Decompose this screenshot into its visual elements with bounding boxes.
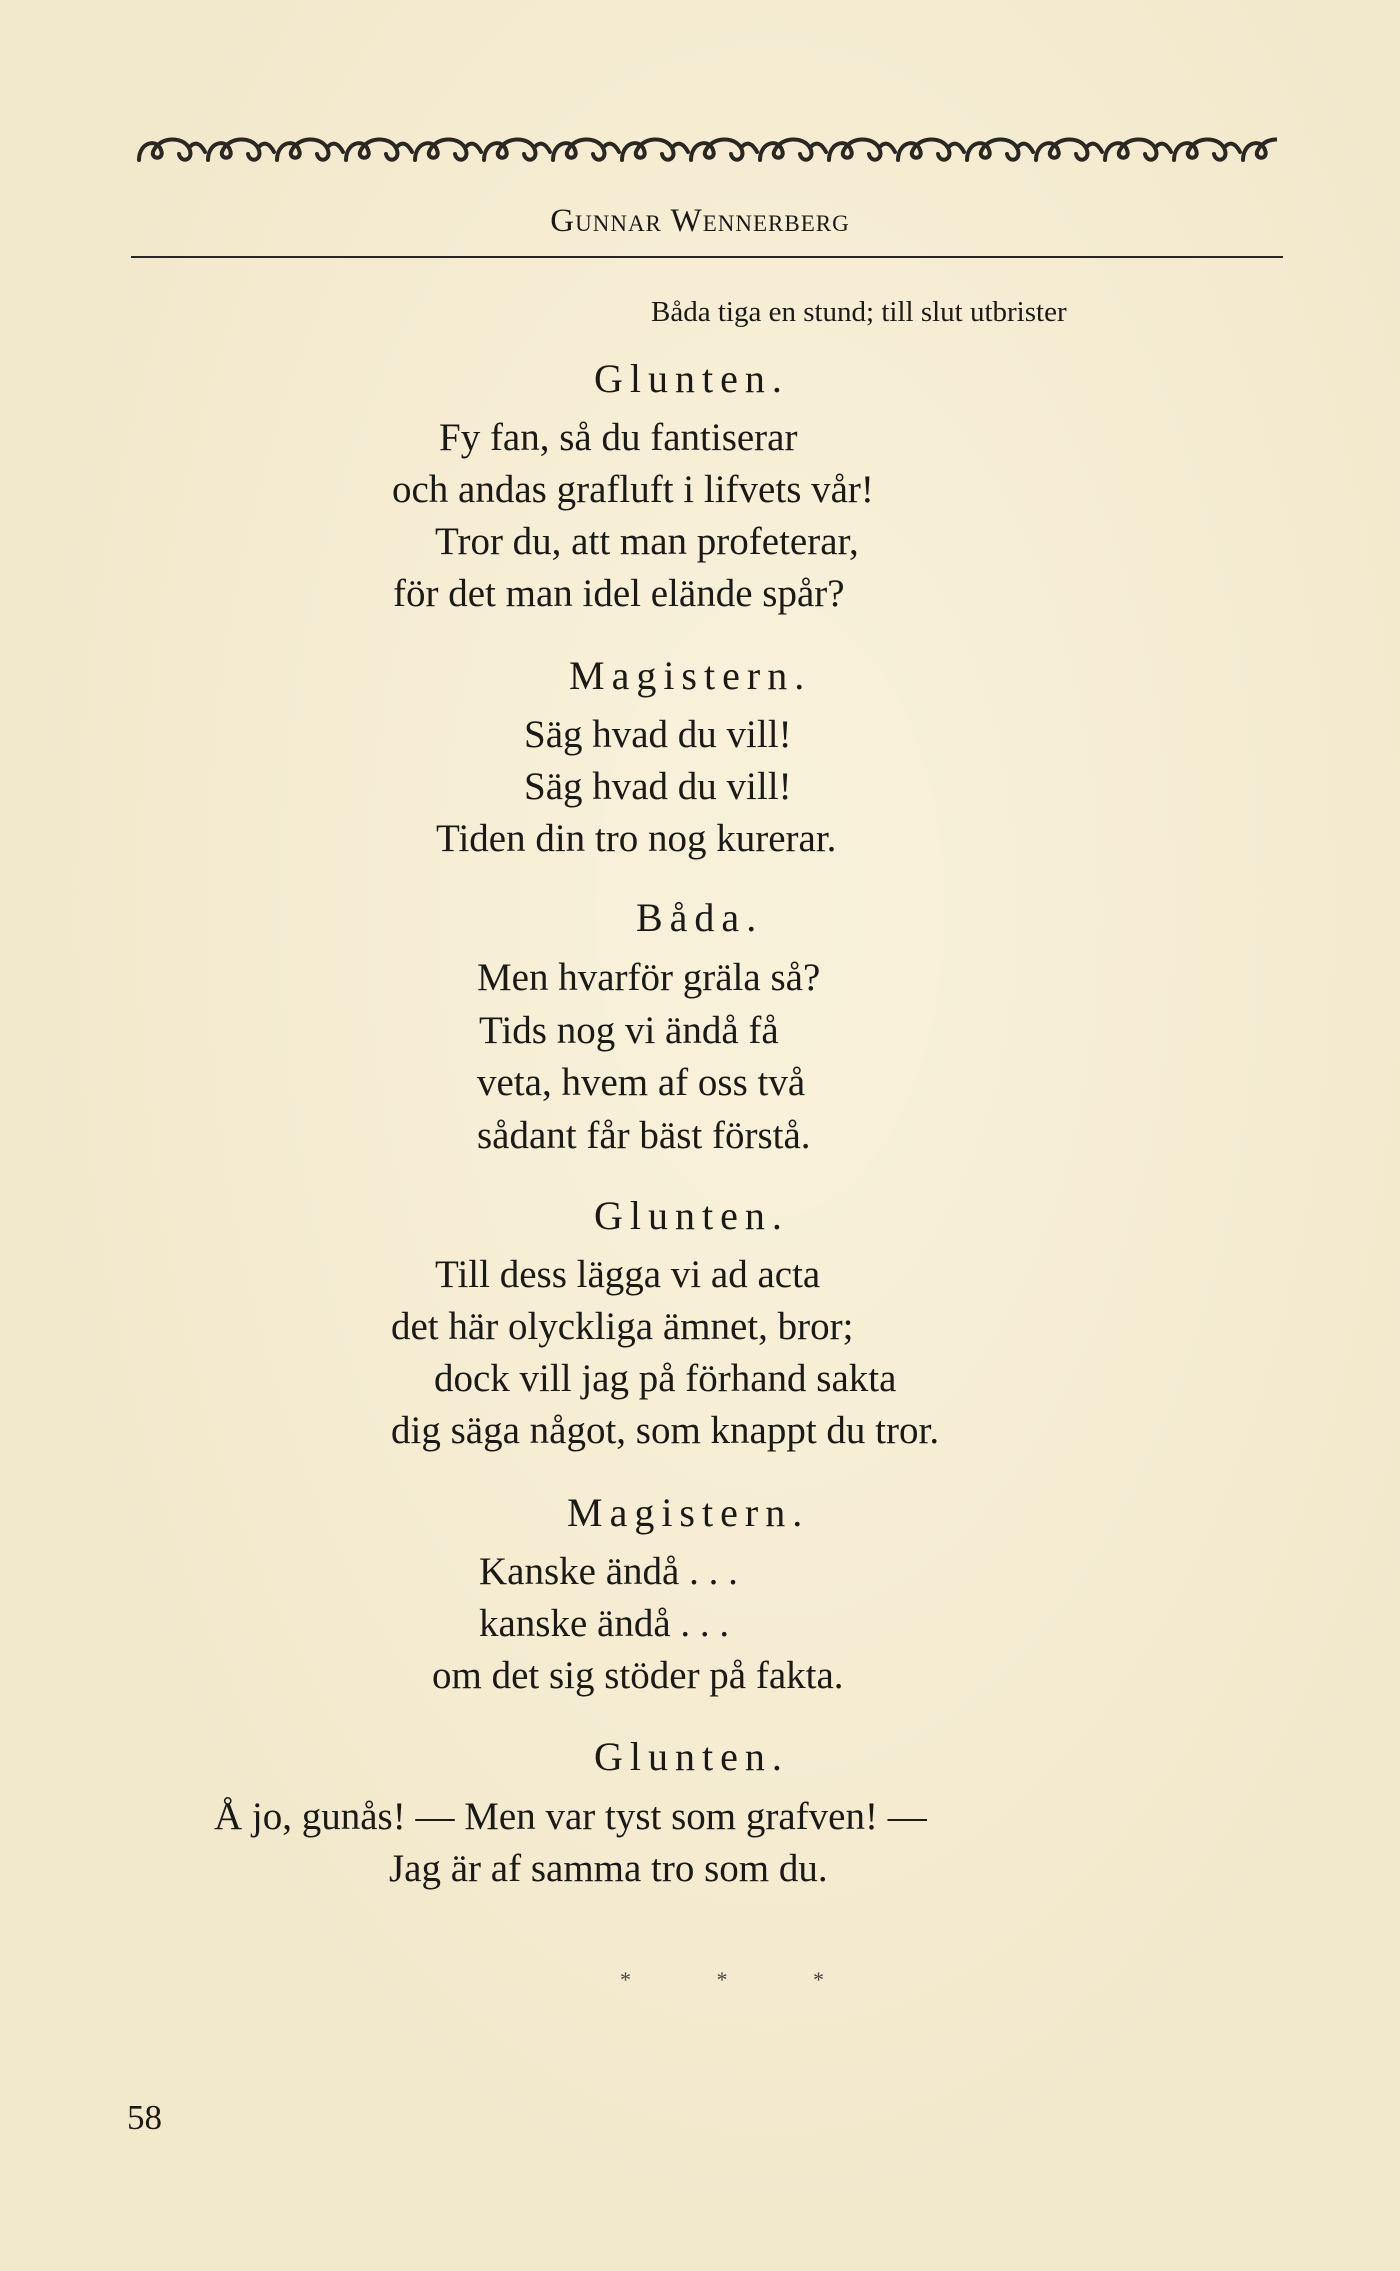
- verse-line: dig säga något, som knappt du tror.: [391, 1409, 940, 1452]
- speaker-name: Glunten.: [594, 1193, 789, 1238]
- verse-line: Säg hvad du vill!: [524, 765, 792, 808]
- ornament-scroll: [1036, 139, 1102, 160]
- ornament-scroll: [139, 139, 205, 160]
- verse-line: Jag är af samma tro som du.: [389, 1847, 828, 1890]
- verse-line: om det sig stöder på fakta.: [432, 1654, 844, 1697]
- speaker-name: Glunten.: [594, 1734, 789, 1779]
- speaker-name: Båda.: [636, 895, 764, 940]
- ornament-scroll: [553, 139, 619, 160]
- ornament-scroll: [277, 139, 343, 160]
- ornament-scroll: [1243, 139, 1277, 160]
- decorative-border-ornament: [135, 130, 1277, 170]
- ornament-scroll: [760, 139, 826, 160]
- verse-line: det här olyckliga ämnet, bror;: [391, 1305, 854, 1348]
- page-number: 58: [127, 2098, 162, 2137]
- stage-direction: Båda tiga en stund; till slut utbrister: [651, 296, 1067, 328]
- verse-line: veta, hvem af oss två: [477, 1061, 806, 1104]
- running-head: Gunnar Wennerberg: [550, 203, 850, 239]
- speaker-name: Magistern.: [569, 653, 812, 698]
- ornament-scroll: [415, 139, 481, 160]
- verse-line: dock vill jag på förhand sakta: [434, 1357, 897, 1400]
- verse-line: Tiden din tro nog kurerar.: [436, 817, 837, 860]
- speaker-name: Glunten.: [594, 356, 789, 401]
- ornament-scroll: [691, 139, 757, 160]
- ornament-scroll: [208, 139, 274, 160]
- verse-line: för det man idel elände spår?: [393, 572, 845, 615]
- verse-line: sådant får bäst förstå.: [477, 1114, 811, 1157]
- verse-line: Tids nog vi ändå få: [479, 1009, 779, 1052]
- verse-line: Till dess lägga vi ad acta: [435, 1253, 821, 1296]
- ornament-scroll: [484, 139, 550, 160]
- verse-line: Å jo, gunås! — Men var tyst som grafven! —: [214, 1795, 927, 1838]
- ornament-scroll: [1174, 139, 1240, 160]
- ornament-scroll: [829, 139, 895, 160]
- ornament-scroll: [1105, 139, 1171, 160]
- verse-line: kanske ändå . . .: [479, 1602, 730, 1645]
- verse-line: Säg hvad du vill!: [524, 713, 792, 756]
- ornament-scroll: [346, 139, 412, 160]
- ornament-scroll: [967, 139, 1033, 160]
- verse-line: Fy fan, så du fantiserar: [439, 416, 798, 459]
- section-break-asterisks: * * *: [620, 1967, 864, 1992]
- ornament-scroll: [622, 139, 688, 160]
- verse-line: Tror du, att man profeterar,: [435, 520, 859, 563]
- speaker-name: Magistern.: [567, 1490, 810, 1535]
- verse-line: Men hvarför gräla så?: [477, 956, 821, 999]
- verse-line: Kanske ändå . . .: [479, 1550, 738, 1593]
- header-rule: [131, 256, 1283, 258]
- ornament-scroll: [898, 139, 964, 160]
- verse-line: och andas grafluft i lifvets vår!: [392, 468, 874, 511]
